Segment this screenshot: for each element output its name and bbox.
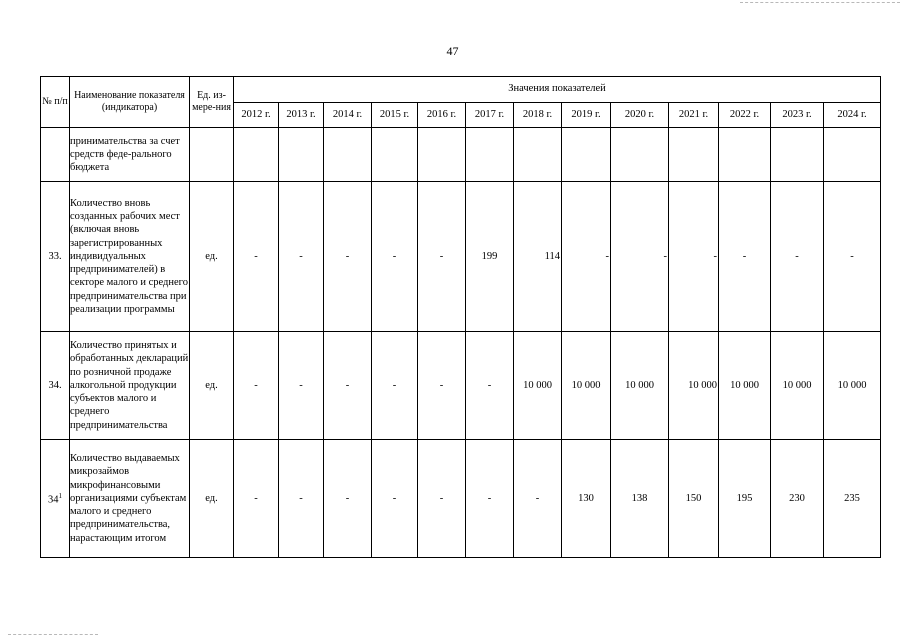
scan-artifact-bottom [8, 634, 98, 635]
row-number: 33. [41, 182, 70, 332]
unit-cell: ед. [190, 182, 234, 332]
header-year: 2014 г. [324, 103, 372, 128]
value-cell: - [279, 182, 324, 332]
value-cell: - [466, 332, 514, 440]
unit-cell: ед. [190, 440, 234, 558]
value-cell: - [324, 440, 372, 558]
value-cell [514, 128, 562, 182]
indicator-name: Количество вновь созданных рабочих мест (включая вновь зарегистрированных индивидуальных предпринимателей) в секторе малого и среднего предпринимательства при реализации программы [70, 182, 190, 332]
row-number-superscript: 1 [58, 491, 62, 500]
value-cell: 138 [611, 440, 669, 558]
value-cell [324, 128, 372, 182]
value-cell: - [669, 182, 719, 332]
value-cell [562, 128, 611, 182]
value-cell: 150 [669, 440, 719, 558]
value-cell: - [279, 440, 324, 558]
value-cell: - [562, 182, 611, 332]
indicators-table [40, 76, 881, 558]
value-cell: 10 000 [719, 332, 771, 440]
header-values-title: Значения показателей [234, 77, 881, 103]
header-year: 2021 г. [669, 103, 719, 128]
value-cell: 130 [562, 440, 611, 558]
header-year: 2020 г. [611, 103, 669, 128]
header-year: 2023 г. [771, 103, 824, 128]
value-cell [279, 128, 324, 182]
header-year: 2012 г. [234, 103, 279, 128]
value-cell: - [279, 332, 324, 440]
value-cell: - [324, 182, 372, 332]
header-num: № п/п [41, 77, 70, 128]
value-cell: 10 000 [669, 332, 719, 440]
value-cell: 10 000 [771, 332, 824, 440]
value-cell [418, 128, 466, 182]
value-cell: - [824, 182, 881, 332]
header-year: 2013 г. [279, 103, 324, 128]
header-year: 2024 г. [824, 103, 881, 128]
header-year: 2015 г. [372, 103, 418, 128]
table-row [41, 128, 881, 182]
value-cell: 10 000 [562, 332, 611, 440]
header-indicator-name: Наименование показателя (индикатора) [70, 77, 190, 128]
value-cell: - [514, 440, 562, 558]
header-unit: Ед. из-мере-ния [190, 77, 234, 128]
value-cell: 235 [824, 440, 881, 558]
value-cell: - [466, 440, 514, 558]
table-row [41, 440, 881, 558]
indicator-name: принимательства за счет средств феде-рального бюджета [70, 128, 190, 182]
page-number: 47 [446, 44, 459, 58]
value-cell: - [372, 440, 418, 558]
value-cell: - [418, 182, 466, 332]
value-cell: 230 [771, 440, 824, 558]
scan-artifact-top [740, 2, 900, 3]
unit-cell: ед. [190, 332, 234, 440]
value-cell [771, 128, 824, 182]
value-cell: 199 [466, 182, 514, 332]
value-cell: 10 000 [824, 332, 881, 440]
value-cell: 195 [719, 440, 771, 558]
value-cell: - [324, 332, 372, 440]
row-number: 34. [41, 332, 70, 440]
row-number: $34^1$ [41, 440, 70, 558]
value-cell: - [234, 332, 279, 440]
value-cell: - [719, 182, 771, 332]
value-cell: - [771, 182, 824, 332]
value-cell [466, 128, 514, 182]
value-cell [669, 128, 719, 182]
value-cell: 10 000 [611, 332, 669, 440]
value-cell: - [372, 332, 418, 440]
value-cell: 114 [514, 182, 562, 332]
header-year: 2022 г. [719, 103, 771, 128]
header-year: 2019 г. [562, 103, 611, 128]
table-row [41, 332, 881, 440]
unit-cell [190, 128, 234, 182]
header-year: 2017 г. [466, 103, 514, 128]
header-year: 2018 г. [514, 103, 562, 128]
value-cell [611, 128, 669, 182]
row-number [41, 128, 70, 182]
value-cell: 10 000 [514, 332, 562, 440]
value-cell: - [418, 332, 466, 440]
indicator-name: Количество выдаваемых микрозаймов микрофинансовыми организациями субъектам малого и среднего предпринимательства, нарастающим итогом [70, 440, 190, 558]
value-cell [719, 128, 771, 182]
value-cell: - [372, 182, 418, 332]
value-cell: - [611, 182, 669, 332]
value-cell: - [234, 182, 279, 332]
value-cell [824, 128, 881, 182]
header-year: 2016 г. [418, 103, 466, 128]
value-cell [234, 128, 279, 182]
value-cell [372, 128, 418, 182]
value-cell: - [418, 440, 466, 558]
table-row [41, 182, 881, 332]
value-cell: - [234, 440, 279, 558]
indicator-name: Количество принятых и обработанных деклараций по розничной продаже алкогольной продукции субъектов малого и среднего предпринимательства [70, 332, 190, 440]
